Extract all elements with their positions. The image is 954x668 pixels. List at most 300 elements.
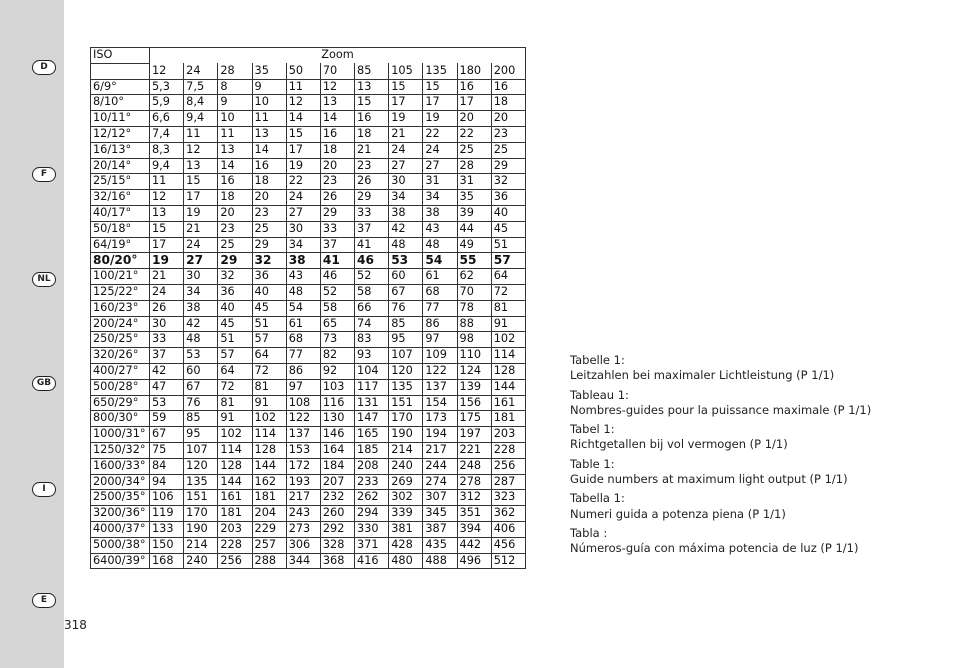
guide-number-cell: 78 bbox=[457, 300, 491, 316]
guide-number-cell: 387 bbox=[423, 521, 457, 537]
language-badge-e[interactable]: E bbox=[32, 593, 56, 608]
zoom-value: 85 bbox=[355, 63, 389, 79]
guide-number-cell: 128 bbox=[252, 442, 286, 458]
guide-number-cell: 91 bbox=[252, 395, 286, 411]
caption-block bbox=[570, 457, 871, 488]
guide-number-cell: 287 bbox=[491, 474, 525, 490]
guide-number-cell: 64 bbox=[218, 363, 252, 379]
caption-label: Tabella 1: bbox=[570, 491, 625, 506]
guide-number-cell: 214 bbox=[184, 537, 218, 553]
guide-number-cell: 64 bbox=[491, 269, 525, 285]
guide-number-cell: 40 bbox=[252, 284, 286, 300]
zoom-value: 105 bbox=[389, 63, 423, 79]
guide-number-cell: 116 bbox=[320, 395, 354, 411]
guide-number-cell: 24 bbox=[150, 284, 184, 300]
iso-cell: 200/24° bbox=[91, 316, 150, 332]
guide-number-cell: 27 bbox=[184, 253, 218, 269]
guide-number-cell: 67 bbox=[184, 379, 218, 395]
guide-number-cell: 37 bbox=[150, 348, 184, 364]
iso-cell: 400/27° bbox=[91, 363, 150, 379]
guide-number-cell: 109 bbox=[423, 348, 457, 364]
zoom-value: 50 bbox=[286, 63, 320, 79]
guide-number-cell: 150 bbox=[150, 537, 184, 553]
page-number: 318 bbox=[64, 618, 87, 632]
guide-number-cell: 64 bbox=[252, 348, 286, 364]
guide-number-cell: 133 bbox=[150, 521, 184, 537]
caption-block bbox=[570, 526, 871, 557]
guide-number-cell: 139 bbox=[457, 379, 491, 395]
table-row bbox=[91, 284, 526, 300]
guide-number-cell: 228 bbox=[491, 442, 525, 458]
guide-number-cell: 61 bbox=[286, 316, 320, 332]
guide-number-cell: 11 bbox=[150, 174, 184, 190]
zoom-header: Zoom bbox=[150, 48, 526, 64]
guide-number-cell: 55 bbox=[457, 253, 491, 269]
guide-number-cell: 75 bbox=[150, 442, 184, 458]
guide-number-cell: 19 bbox=[184, 205, 218, 221]
guide-number-cell: 11 bbox=[286, 79, 320, 95]
guide-number-cell: 57 bbox=[218, 348, 252, 364]
guide-number-cell: 94 bbox=[150, 474, 184, 490]
guide-number-cell: 30 bbox=[389, 174, 423, 190]
guide-number-cell: 18 bbox=[218, 190, 252, 206]
iso-cell: 500/28° bbox=[91, 379, 150, 395]
guide-number-cell: 84 bbox=[150, 458, 184, 474]
guide-number-cell: 229 bbox=[252, 521, 286, 537]
guide-number-cell: 60 bbox=[389, 269, 423, 285]
guide-number-cell: 17 bbox=[389, 95, 423, 111]
guide-number-cell: 128 bbox=[491, 363, 525, 379]
guide-number-cell: 29 bbox=[320, 205, 354, 221]
guide-number-cell: 21 bbox=[184, 221, 218, 237]
guide-number-cell: 28 bbox=[457, 158, 491, 174]
iso-cell: 20/14° bbox=[91, 158, 150, 174]
language-badge-i[interactable]: I bbox=[32, 482, 56, 497]
guide-number-cell: 33 bbox=[150, 332, 184, 348]
guide-number-cell: 81 bbox=[218, 395, 252, 411]
guide-number-cell: 181 bbox=[218, 506, 252, 522]
guide-number-cell: 51 bbox=[218, 332, 252, 348]
guide-number-cell: 15 bbox=[355, 95, 389, 111]
guide-number-cell: 175 bbox=[457, 411, 491, 427]
guide-number-cell: 25 bbox=[491, 142, 525, 158]
iso-header: ISO bbox=[91, 48, 150, 64]
table-row bbox=[91, 427, 526, 443]
guide-number-cell: 107 bbox=[184, 442, 218, 458]
guide-number-cell: 23 bbox=[355, 158, 389, 174]
guide-number-cell: 18 bbox=[320, 142, 354, 158]
guide-number-cell: 102 bbox=[252, 411, 286, 427]
guide-number-cell: 107 bbox=[389, 348, 423, 364]
caption-label: Table 1: bbox=[570, 456, 615, 471]
guide-number-cell: 156 bbox=[457, 395, 491, 411]
language-badge-nl[interactable]: NL bbox=[32, 272, 56, 287]
guide-number-cell: 12 bbox=[150, 190, 184, 206]
guide-number-cell: 38 bbox=[423, 205, 457, 221]
guide-number-cell: 9 bbox=[252, 79, 286, 95]
guide-number-cell: 5,9 bbox=[150, 95, 184, 111]
guide-number-cell: 137 bbox=[286, 427, 320, 443]
guide-number-cell: 9,4 bbox=[184, 111, 218, 127]
guide-number-cell: 97 bbox=[423, 332, 457, 348]
guide-number-cell: 15 bbox=[389, 79, 423, 95]
guide-number-cell: 41 bbox=[320, 253, 354, 269]
guide-number-cell: 20 bbox=[218, 205, 252, 221]
guide-number-cell: 190 bbox=[184, 521, 218, 537]
guide-number-cell: 43 bbox=[423, 221, 457, 237]
guide-number-cell: 16 bbox=[218, 174, 252, 190]
language-badge-gb[interactable]: GB bbox=[32, 376, 56, 391]
table-row bbox=[91, 126, 526, 142]
iso-cell: 250/25° bbox=[91, 332, 150, 348]
guide-number-cell: 257 bbox=[252, 537, 286, 553]
guide-number-cell: 85 bbox=[389, 316, 423, 332]
guide-number-cell: 14 bbox=[320, 111, 354, 127]
iso-cell: 100/21° bbox=[91, 269, 150, 285]
guide-number-cell: 41 bbox=[355, 237, 389, 253]
guide-number-cell: 108 bbox=[286, 395, 320, 411]
guide-number-cell: 217 bbox=[423, 442, 457, 458]
guide-number-cell: 197 bbox=[457, 427, 491, 443]
guide-number-cell: 20 bbox=[491, 111, 525, 127]
guide-number-cell: 22 bbox=[423, 126, 457, 142]
guide-number-cell: 9 bbox=[218, 95, 252, 111]
guide-number-cell: 193 bbox=[286, 474, 320, 490]
guide-number-cell: 49 bbox=[457, 237, 491, 253]
language-badge-f[interactable]: F bbox=[32, 167, 56, 182]
guide-number-cell: 30 bbox=[286, 221, 320, 237]
caption-text: Numeri guida a potenza piena (P 1/1) bbox=[570, 506, 786, 521]
guide-number-cell: 288 bbox=[252, 553, 286, 569]
guide-number-cell: 61 bbox=[423, 269, 457, 285]
guide-number-cell: 21 bbox=[355, 142, 389, 158]
guide-number-cell: 57 bbox=[491, 253, 525, 269]
iso-cell: 80/20° bbox=[91, 253, 150, 269]
guide-number-cell: 43 bbox=[286, 269, 320, 285]
guide-number-cell: 190 bbox=[389, 427, 423, 443]
zoom-values-row bbox=[91, 63, 526, 79]
guide-number-cell: 16 bbox=[252, 158, 286, 174]
guide-number-cell: 40 bbox=[491, 205, 525, 221]
table-captions bbox=[570, 353, 871, 561]
guide-number-cell: 86 bbox=[423, 316, 457, 332]
caption-block bbox=[570, 491, 871, 522]
guide-number-cell: 9,4 bbox=[150, 158, 184, 174]
table-row bbox=[91, 506, 526, 522]
guide-number-cell: 11 bbox=[218, 126, 252, 142]
caption-block bbox=[570, 422, 871, 453]
guide-number-cell: 15 bbox=[150, 221, 184, 237]
guide-number-cell: 144 bbox=[218, 474, 252, 490]
guide-number-cell: 29 bbox=[491, 158, 525, 174]
guide-number-cell: 21 bbox=[389, 126, 423, 142]
guide-number-cell: 135 bbox=[389, 379, 423, 395]
guide-number-cell: 104 bbox=[355, 363, 389, 379]
guide-number-cell: 181 bbox=[491, 411, 525, 427]
guide-number-cell: 48 bbox=[184, 332, 218, 348]
guide-number-cell: 172 bbox=[286, 458, 320, 474]
guide-number-cell: 406 bbox=[491, 521, 525, 537]
guide-number-cell: 128 bbox=[218, 458, 252, 474]
guide-number-cell: 16 bbox=[355, 111, 389, 127]
guide-number-cell: 330 bbox=[355, 521, 389, 537]
table-row bbox=[91, 221, 526, 237]
guide-number-cell: 203 bbox=[491, 427, 525, 443]
caption-block bbox=[570, 353, 871, 384]
guide-number-cell: 10 bbox=[252, 95, 286, 111]
zoom-value: 12 bbox=[150, 63, 184, 79]
guide-number-cell: 95 bbox=[389, 332, 423, 348]
guide-number-cell: 34 bbox=[184, 284, 218, 300]
guide-number-cell: 16 bbox=[457, 79, 491, 95]
guide-number-cell: 58 bbox=[320, 300, 354, 316]
table-row bbox=[91, 111, 526, 127]
guide-number-cell: 120 bbox=[389, 363, 423, 379]
table-row bbox=[91, 348, 526, 364]
iso-cell: 160/23° bbox=[91, 300, 150, 316]
guide-number-cell: 13 bbox=[320, 95, 354, 111]
guide-number-cell: 102 bbox=[491, 332, 525, 348]
guide-number-cell: 130 bbox=[320, 411, 354, 427]
guide-number-cell: 8,3 bbox=[150, 142, 184, 158]
guide-number-cell: 27 bbox=[423, 158, 457, 174]
guide-number-cell: 57 bbox=[252, 332, 286, 348]
guide-number-cell: 34 bbox=[423, 190, 457, 206]
guide-number-cell: 53 bbox=[184, 348, 218, 364]
guide-number-cell: 323 bbox=[491, 490, 525, 506]
zoom-value: 35 bbox=[252, 63, 286, 79]
guide-number-cell: 48 bbox=[286, 284, 320, 300]
table-row bbox=[91, 174, 526, 190]
guide-number-cell: 435 bbox=[423, 537, 457, 553]
iso-cell: 1000/31° bbox=[91, 427, 150, 443]
guide-number-cell: 217 bbox=[286, 490, 320, 506]
guide-number-cell: 208 bbox=[355, 458, 389, 474]
guide-number-cell: 13 bbox=[218, 142, 252, 158]
guide-number-cell: 110 bbox=[457, 348, 491, 364]
guide-number-cell: 262 bbox=[355, 490, 389, 506]
guide-number-cell: 260 bbox=[320, 506, 354, 522]
guide-number-cell: 164 bbox=[320, 442, 354, 458]
guide-number-cell: 6,6 bbox=[150, 111, 184, 127]
table-row bbox=[91, 237, 526, 253]
caption-label: Tabla : bbox=[570, 525, 608, 540]
guide-number-cell: 328 bbox=[320, 537, 354, 553]
guide-number-cell: 30 bbox=[184, 269, 218, 285]
guide-number-cell: 294 bbox=[355, 506, 389, 522]
guide-number-cell: 17 bbox=[184, 190, 218, 206]
guide-number-cell: 44 bbox=[457, 221, 491, 237]
caption-label: Tableau 1: bbox=[570, 387, 629, 402]
table-row bbox=[91, 158, 526, 174]
guide-number-cell: 32 bbox=[218, 269, 252, 285]
guide-number-cell: 480 bbox=[389, 553, 423, 569]
guide-number-cell: 273 bbox=[286, 521, 320, 537]
guide-number-cell: 244 bbox=[423, 458, 457, 474]
guide-number-cell: 40 bbox=[218, 300, 252, 316]
iso-cell: 10/11° bbox=[91, 111, 150, 127]
guide-number-cell: 37 bbox=[320, 237, 354, 253]
guide-number-cell: 496 bbox=[457, 553, 491, 569]
guide-number-cell: 81 bbox=[491, 300, 525, 316]
table-row bbox=[91, 205, 526, 221]
guide-number-cell: 181 bbox=[252, 490, 286, 506]
caption-text: Nombres-guides pour la puissance maximale (P 1/1) bbox=[570, 402, 872, 417]
guide-number-cell: 23 bbox=[320, 174, 354, 190]
guide-number-cell: 19 bbox=[423, 111, 457, 127]
guide-number-cell: 21 bbox=[150, 269, 184, 285]
guide-number-cell: 25 bbox=[252, 221, 286, 237]
table-row bbox=[91, 458, 526, 474]
guide-number-cell: 106 bbox=[150, 490, 184, 506]
guide-number-cell: 22 bbox=[457, 126, 491, 142]
guide-number-cell: 72 bbox=[491, 284, 525, 300]
iso-cell: 2000/34° bbox=[91, 474, 150, 490]
guide-number-cell: 13 bbox=[252, 126, 286, 142]
guide-number-cell: 154 bbox=[423, 395, 457, 411]
guide-number-cell: 98 bbox=[457, 332, 491, 348]
guide-number-cell: 26 bbox=[150, 300, 184, 316]
guide-number-cell: 25 bbox=[218, 237, 252, 253]
guide-number-cell: 18 bbox=[252, 174, 286, 190]
iso-cell: 3200/36° bbox=[91, 506, 150, 522]
table-row bbox=[91, 332, 526, 348]
guide-number-cell: 10 bbox=[218, 111, 252, 127]
guide-number-cell: 22 bbox=[286, 174, 320, 190]
table-row bbox=[91, 490, 526, 506]
guide-number-cell: 170 bbox=[184, 506, 218, 522]
guide-number-cell: 18 bbox=[491, 95, 525, 111]
table-row bbox=[91, 363, 526, 379]
guide-number-cell: 32 bbox=[252, 253, 286, 269]
guide-number-cell: 11 bbox=[252, 111, 286, 127]
iso-cell: 8/10° bbox=[91, 95, 150, 111]
iso-cell: 50/18° bbox=[91, 221, 150, 237]
guide-number-cell: 371 bbox=[355, 537, 389, 553]
iso-cell: 32/16° bbox=[91, 190, 150, 206]
guide-number-cell: 35 bbox=[457, 190, 491, 206]
table-row bbox=[91, 269, 526, 285]
guide-number-cell: 37 bbox=[355, 221, 389, 237]
guide-number-cell: 85 bbox=[184, 411, 218, 427]
guide-number-cell: 38 bbox=[184, 300, 218, 316]
guide-number-cell: 51 bbox=[491, 237, 525, 253]
guide-number-cell: 19 bbox=[389, 111, 423, 127]
iso-cell: 6/9° bbox=[91, 79, 150, 95]
zoom-value: 200 bbox=[491, 63, 525, 79]
guide-number-cell: 60 bbox=[184, 363, 218, 379]
language-sidebar bbox=[0, 0, 64, 668]
guide-number-cell: 131 bbox=[355, 395, 389, 411]
guide-number-cell: 11 bbox=[184, 126, 218, 142]
guide-number-cell: 23 bbox=[491, 126, 525, 142]
guide-number-cell: 117 bbox=[355, 379, 389, 395]
guide-number-cell: 151 bbox=[389, 395, 423, 411]
caption-text: Leitzahlen bei maximaler Lichtleistung (P 1/1) bbox=[570, 368, 835, 383]
guide-number-cell: 29 bbox=[252, 237, 286, 253]
guide-number-cell: 17 bbox=[150, 237, 184, 253]
table-row bbox=[91, 411, 526, 427]
iso-cell: 320/26° bbox=[91, 348, 150, 364]
language-badge-d[interactable]: D bbox=[32, 60, 56, 75]
caption-block bbox=[570, 388, 871, 419]
guide-number-cell: 52 bbox=[320, 284, 354, 300]
guide-number-cell: 232 bbox=[320, 490, 354, 506]
guide-number-cell: 42 bbox=[184, 316, 218, 332]
guide-number-cell: 32 bbox=[491, 174, 525, 190]
guide-number-cell: 86 bbox=[286, 363, 320, 379]
guide-number-cell: 274 bbox=[423, 474, 457, 490]
guide-number-cell: 46 bbox=[355, 253, 389, 269]
guide-number-cell: 53 bbox=[150, 395, 184, 411]
table-row bbox=[91, 95, 526, 111]
guide-number-cell: 52 bbox=[355, 269, 389, 285]
guide-number-cell: 88 bbox=[457, 316, 491, 332]
guide-number-cell: 42 bbox=[389, 221, 423, 237]
guide-number-cell: 77 bbox=[423, 300, 457, 316]
guide-number-cell: 48 bbox=[389, 237, 423, 253]
guide-number-cell: 194 bbox=[423, 427, 457, 443]
guide-number-cell: 137 bbox=[423, 379, 457, 395]
table-row bbox=[91, 316, 526, 332]
guide-number-cell: 442 bbox=[457, 537, 491, 553]
iso-cell: 4000/37° bbox=[91, 521, 150, 537]
guide-number-cell: 48 bbox=[423, 237, 457, 253]
guide-number-cell: 54 bbox=[423, 253, 457, 269]
guide-number-cell: 27 bbox=[389, 158, 423, 174]
guide-number-cell: 16 bbox=[320, 126, 354, 142]
table-row bbox=[91, 379, 526, 395]
guide-number-cell: 33 bbox=[320, 221, 354, 237]
guide-number-cell: 12 bbox=[184, 142, 218, 158]
guide-number-cell: 20 bbox=[252, 190, 286, 206]
guide-number-cell: 204 bbox=[252, 506, 286, 522]
guide-number-cell: 74 bbox=[355, 316, 389, 332]
guide-number-cell: 31 bbox=[457, 174, 491, 190]
guide-number-cell: 119 bbox=[150, 506, 184, 522]
table-row bbox=[91, 253, 526, 269]
guide-number-cell: 114 bbox=[218, 442, 252, 458]
guide-number-cell: 24 bbox=[286, 190, 320, 206]
guide-number-cell: 59 bbox=[150, 411, 184, 427]
guide-number-cell: 24 bbox=[184, 237, 218, 253]
guide-number-cell: 17 bbox=[457, 95, 491, 111]
guide-number-cell: 302 bbox=[389, 490, 423, 506]
guide-number-cell: 65 bbox=[320, 316, 354, 332]
guide-number-cell: 381 bbox=[389, 521, 423, 537]
guide-number-cell: 135 bbox=[184, 474, 218, 490]
guide-number-cell: 24 bbox=[423, 142, 457, 158]
guide-number-cell: 344 bbox=[286, 553, 320, 569]
iso-cell: 12/12° bbox=[91, 126, 150, 142]
guide-number-cell: 66 bbox=[355, 300, 389, 316]
guide-number-cell: 36 bbox=[491, 190, 525, 206]
guide-number-cell: 23 bbox=[218, 221, 252, 237]
guide-number-cell: 13 bbox=[150, 205, 184, 221]
guide-number-cell: 362 bbox=[491, 506, 525, 522]
iso-cell: 800/30° bbox=[91, 411, 150, 427]
guide-number-cell: 15 bbox=[423, 79, 457, 95]
guide-number-cell: 168 bbox=[150, 553, 184, 569]
guide-number-cell: 51 bbox=[252, 316, 286, 332]
guide-number-cell: 73 bbox=[320, 332, 354, 348]
guide-number-cell: 54 bbox=[286, 300, 320, 316]
guide-number-cell: 292 bbox=[320, 521, 354, 537]
guide-number-cell: 5,3 bbox=[150, 79, 184, 95]
guide-number-cell: 207 bbox=[320, 474, 354, 490]
guide-number-cell: 240 bbox=[389, 458, 423, 474]
iso-cell: 125/22° bbox=[91, 284, 150, 300]
